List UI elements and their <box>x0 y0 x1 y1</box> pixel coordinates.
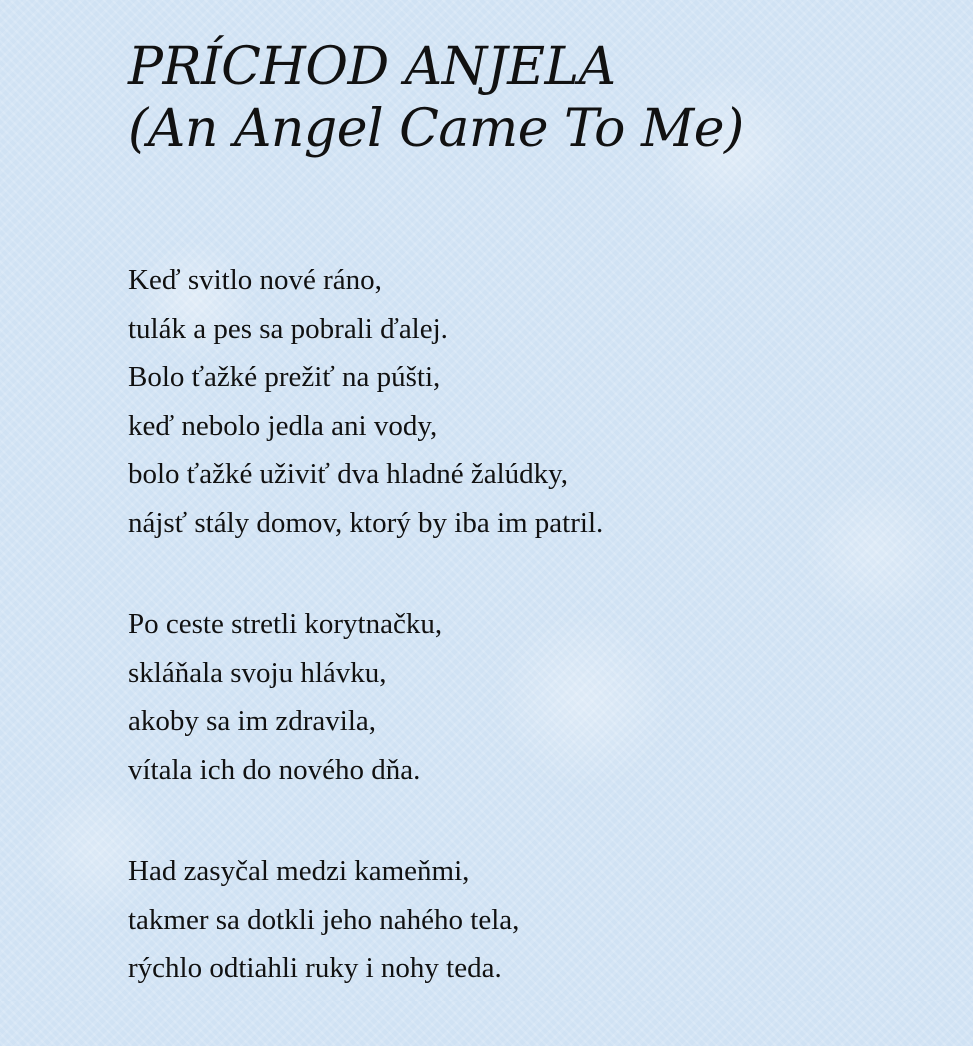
poem-line: nájsť stály domov, ktorý by iba im patril. <box>128 506 604 539</box>
stanza-2 <box>128 600 948 794</box>
poem-line: Had zasyčal medzi kameňmi, <box>128 855 470 887</box>
poem-line: takmer sa dotkli jeho nahého tela, <box>128 903 520 936</box>
stanza-1 <box>128 256 948 547</box>
poem-line: Keď svitlo nové ráno, <box>128 264 382 296</box>
poem-title-line-1: PRÍCHOD ANJELA <box>128 37 616 97</box>
poem-line: Bolo ťažké prežiť na púšti, <box>128 361 441 393</box>
poem-line: rýchlo odtiahli ruky i nohy teda. <box>128 952 502 984</box>
poem-title-line-2: (An Angel Came To Me) <box>128 99 744 159</box>
poem-line: skláňala svoju hlávku, <box>128 656 387 689</box>
poem-line: akoby sa im zdravila, <box>128 705 377 737</box>
poem-title <box>128 36 948 160</box>
poem-page <box>128 36 948 1046</box>
stanza-3 <box>128 847 948 993</box>
poem-line: bolo ťažké uživiť dva hladné žalúdky, <box>128 458 569 490</box>
poem-line: Po ceste stretli korytnačku, <box>128 608 443 640</box>
poem-body <box>128 256 948 993</box>
poem-line: vítala ich do nového dňa. <box>128 753 421 786</box>
poem-line: tulák a pes sa pobrali ďalej. <box>128 312 448 345</box>
poem-line: keď nebolo jedla ani vody, <box>128 409 438 442</box>
